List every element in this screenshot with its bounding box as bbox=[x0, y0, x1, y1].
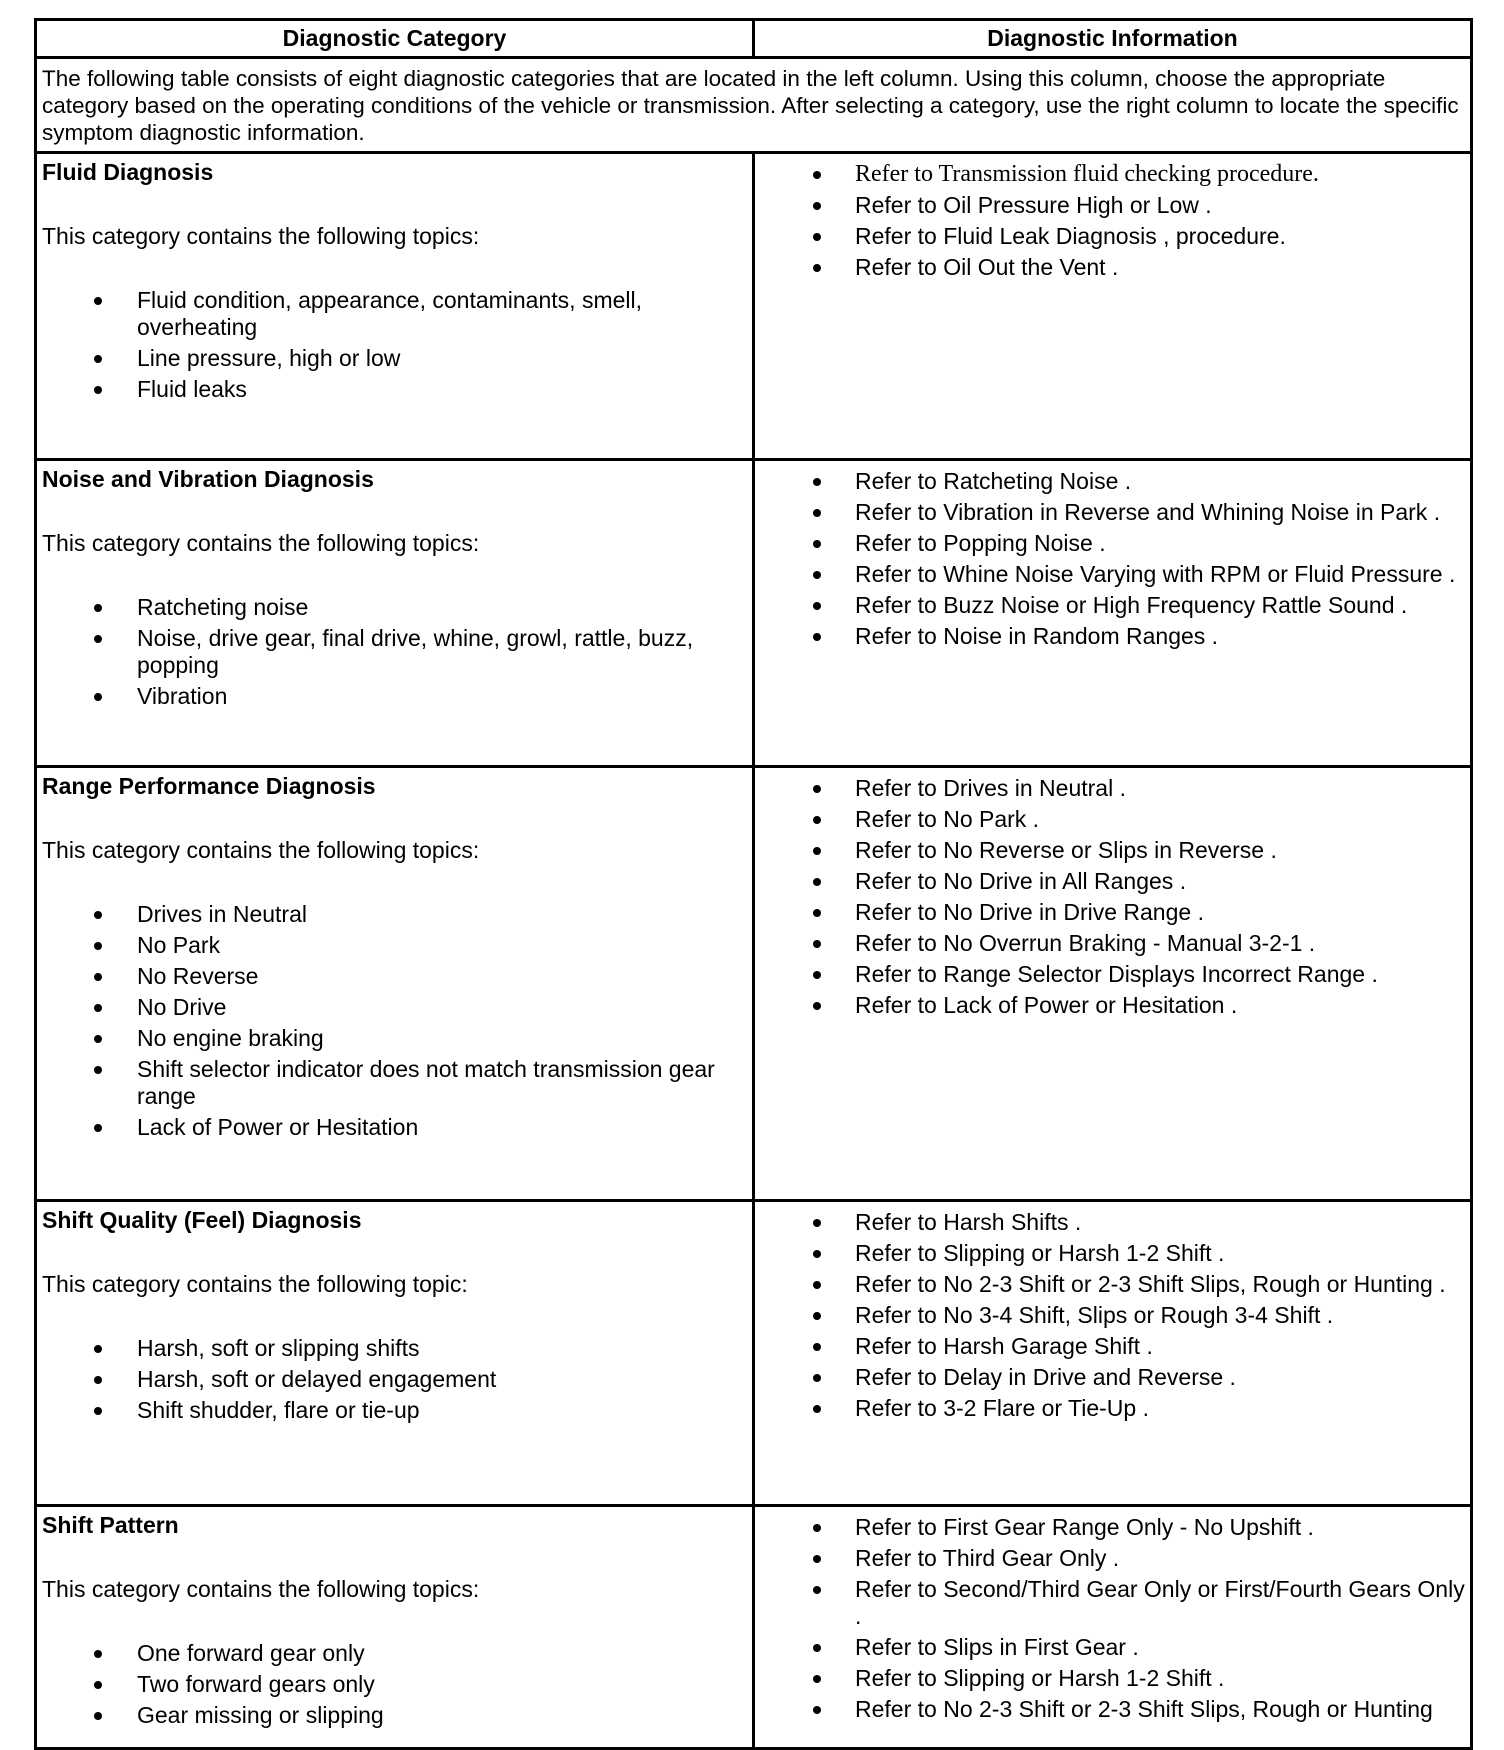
reference-item: Refer to No Reverse or Slips in Reverse . bbox=[755, 837, 1466, 864]
reference-item: Refer to Fluid Leak Diagnosis , procedure. bbox=[755, 223, 1466, 250]
header-category: Diagnostic Category bbox=[36, 20, 754, 58]
category-cell bbox=[36, 460, 754, 767]
reference-item: Refer to No Park . bbox=[755, 806, 1466, 833]
list-item: Shift shudder, flare or tie-up bbox=[42, 1397, 748, 1424]
reference-item: Refer to Drives in Neutral . bbox=[755, 775, 1466, 802]
list-item: No Reverse bbox=[42, 963, 748, 990]
table-row bbox=[36, 460, 1472, 767]
reference-item: Refer to Slipping or Harsh 1-2 Shift . bbox=[755, 1665, 1466, 1692]
reference-list bbox=[755, 1514, 1466, 1723]
list-item: Harsh, soft or delayed engagement bbox=[42, 1366, 748, 1393]
topic-list bbox=[42, 1335, 748, 1424]
topic-list bbox=[42, 287, 748, 403]
table-row bbox=[36, 767, 1472, 1201]
reference-item: Refer to No Drive in All Ranges . bbox=[755, 868, 1466, 895]
intro-text: The following table consists of eight diagnostic categories that are located in the left column. Using this column, choose the appropriate category based on the operating conditions of the vehicle or transmission. After selecting a category, use the right column to locate the specific symptom diagnostic information. bbox=[36, 58, 1472, 153]
reference-item: Refer to Ratcheting Noise . bbox=[755, 468, 1466, 495]
reference-item: Refer to Noise in Random Ranges . bbox=[755, 623, 1466, 650]
category-description: This category contains the following topics: bbox=[42, 1576, 480, 1602]
list-item: No Park bbox=[42, 932, 748, 959]
information-cell bbox=[754, 153, 1472, 460]
list-item: No engine braking bbox=[42, 1025, 748, 1052]
reference-item: Refer to Buzz Noise or High Frequency Rattle Sound . bbox=[755, 592, 1466, 619]
information-cell bbox=[754, 1201, 1472, 1506]
reference-item: Refer to No 2-3 Shift or 2-3 Shift Slips, Rough or Hunting . bbox=[755, 1271, 1466, 1298]
header-information: Diagnostic Information bbox=[754, 20, 1472, 58]
category-title: Shift Pattern bbox=[42, 1512, 179, 1538]
reference-item: Refer to Range Selector Displays Incorrect Range . bbox=[755, 961, 1466, 988]
reference-item: Refer to Harsh Shifts . bbox=[755, 1209, 1466, 1236]
intro-row bbox=[36, 58, 1472, 153]
category-cell bbox=[36, 153, 754, 460]
category-title: Shift Quality (Feel) Diagnosis bbox=[42, 1207, 362, 1233]
reference-list bbox=[755, 161, 1466, 281]
category-cell bbox=[36, 1201, 754, 1506]
reference-item: Refer to Third Gear Only . bbox=[755, 1545, 1466, 1572]
list-item: Fluid leaks bbox=[42, 376, 748, 403]
reference-item: Refer to 3-2 Flare or Tie-Up . bbox=[755, 1395, 1466, 1422]
table-row bbox=[36, 153, 1472, 460]
category-title: Range Performance Diagnosis bbox=[42, 773, 376, 799]
table-row bbox=[36, 1201, 1472, 1506]
reference-item: Refer to Lack of Power or Hesitation . bbox=[755, 992, 1466, 1019]
list-item: Noise, drive gear, final drive, whine, growl, rattle, buzz, popping bbox=[42, 625, 748, 679]
diagnostic-document bbox=[34, 18, 1470, 1750]
reference-item: Refer to No 3-4 Shift, Slips or Rough 3-4 Shift . bbox=[755, 1302, 1466, 1329]
reference-item: Refer to Second/Third Gear Only or First/Fourth Gears Only . bbox=[755, 1576, 1466, 1630]
reference-item: Refer to No Drive in Drive Range . bbox=[755, 899, 1466, 926]
list-item: One forward gear only bbox=[42, 1640, 748, 1667]
topic-list bbox=[42, 901, 748, 1141]
information-cell bbox=[754, 460, 1472, 767]
list-item: Gear missing or slipping bbox=[42, 1702, 748, 1729]
table-row bbox=[36, 1506, 1472, 1749]
topic-list bbox=[42, 594, 748, 710]
list-item: Fluid condition, appearance, contaminants, smell, overheating bbox=[42, 287, 748, 341]
information-cell bbox=[754, 1506, 1472, 1749]
reference-list bbox=[755, 1209, 1466, 1422]
category-description: This category contains the following topic: bbox=[42, 1271, 468, 1297]
list-item: No Drive bbox=[42, 994, 748, 1021]
reference-item: Refer to Whine Noise Varying with RPM or Fluid Pressure . bbox=[755, 561, 1466, 588]
reference-item: Refer to Slips in First Gear . bbox=[755, 1634, 1466, 1661]
reference-list bbox=[755, 468, 1466, 650]
list-item: Drives in Neutral bbox=[42, 901, 748, 928]
reference-item: Refer to Vibration in Reverse and Whining Noise in Park . bbox=[755, 499, 1466, 526]
reference-item: Refer to No 2-3 Shift or 2-3 Shift Slips, Rough or Hunting bbox=[755, 1696, 1466, 1723]
list-item: Shift selector indicator does not match transmission gear range bbox=[42, 1056, 748, 1110]
topic-list bbox=[42, 1640, 748, 1729]
category-description: This category contains the following topics: bbox=[42, 223, 480, 249]
reference-item: Refer to Harsh Garage Shift . bbox=[755, 1333, 1466, 1360]
reference-item: Refer to Slipping or Harsh 1-2 Shift . bbox=[755, 1240, 1466, 1267]
reference-item: Refer to Transmission fluid checking procedure. bbox=[755, 161, 1466, 188]
reference-item: Refer to Popping Noise . bbox=[755, 530, 1466, 557]
list-item: Ratcheting noise bbox=[42, 594, 748, 621]
category-description: This category contains the following topics: bbox=[42, 530, 480, 556]
information-cell bbox=[754, 767, 1472, 1201]
list-item: Lack of Power or Hesitation bbox=[42, 1114, 748, 1141]
category-cell bbox=[36, 1506, 754, 1749]
list-item: Line pressure, high or low bbox=[42, 345, 748, 372]
category-cell bbox=[36, 767, 754, 1201]
list-item: Two forward gears only bbox=[42, 1671, 748, 1698]
reference-list bbox=[755, 775, 1466, 1019]
category-title: Fluid Diagnosis bbox=[42, 159, 214, 185]
list-item: Harsh, soft or slipping shifts bbox=[42, 1335, 748, 1362]
category-title: Noise and Vibration Diagnosis bbox=[42, 466, 374, 492]
reference-item: Refer to No Overrun Braking - Manual 3-2-1 . bbox=[755, 930, 1466, 957]
list-item: Vibration bbox=[42, 683, 748, 710]
reference-item: Refer to Oil Out the Vent . bbox=[755, 254, 1466, 281]
reference-item: Refer to First Gear Range Only - No Upshift . bbox=[755, 1514, 1466, 1541]
header-row bbox=[36, 20, 1472, 58]
diagnostic-table bbox=[34, 18, 1473, 1750]
reference-item: Refer to Oil Pressure High or Low . bbox=[755, 192, 1466, 219]
category-description: This category contains the following topics: bbox=[42, 837, 480, 863]
reference-item: Refer to Delay in Drive and Reverse . bbox=[755, 1364, 1466, 1391]
